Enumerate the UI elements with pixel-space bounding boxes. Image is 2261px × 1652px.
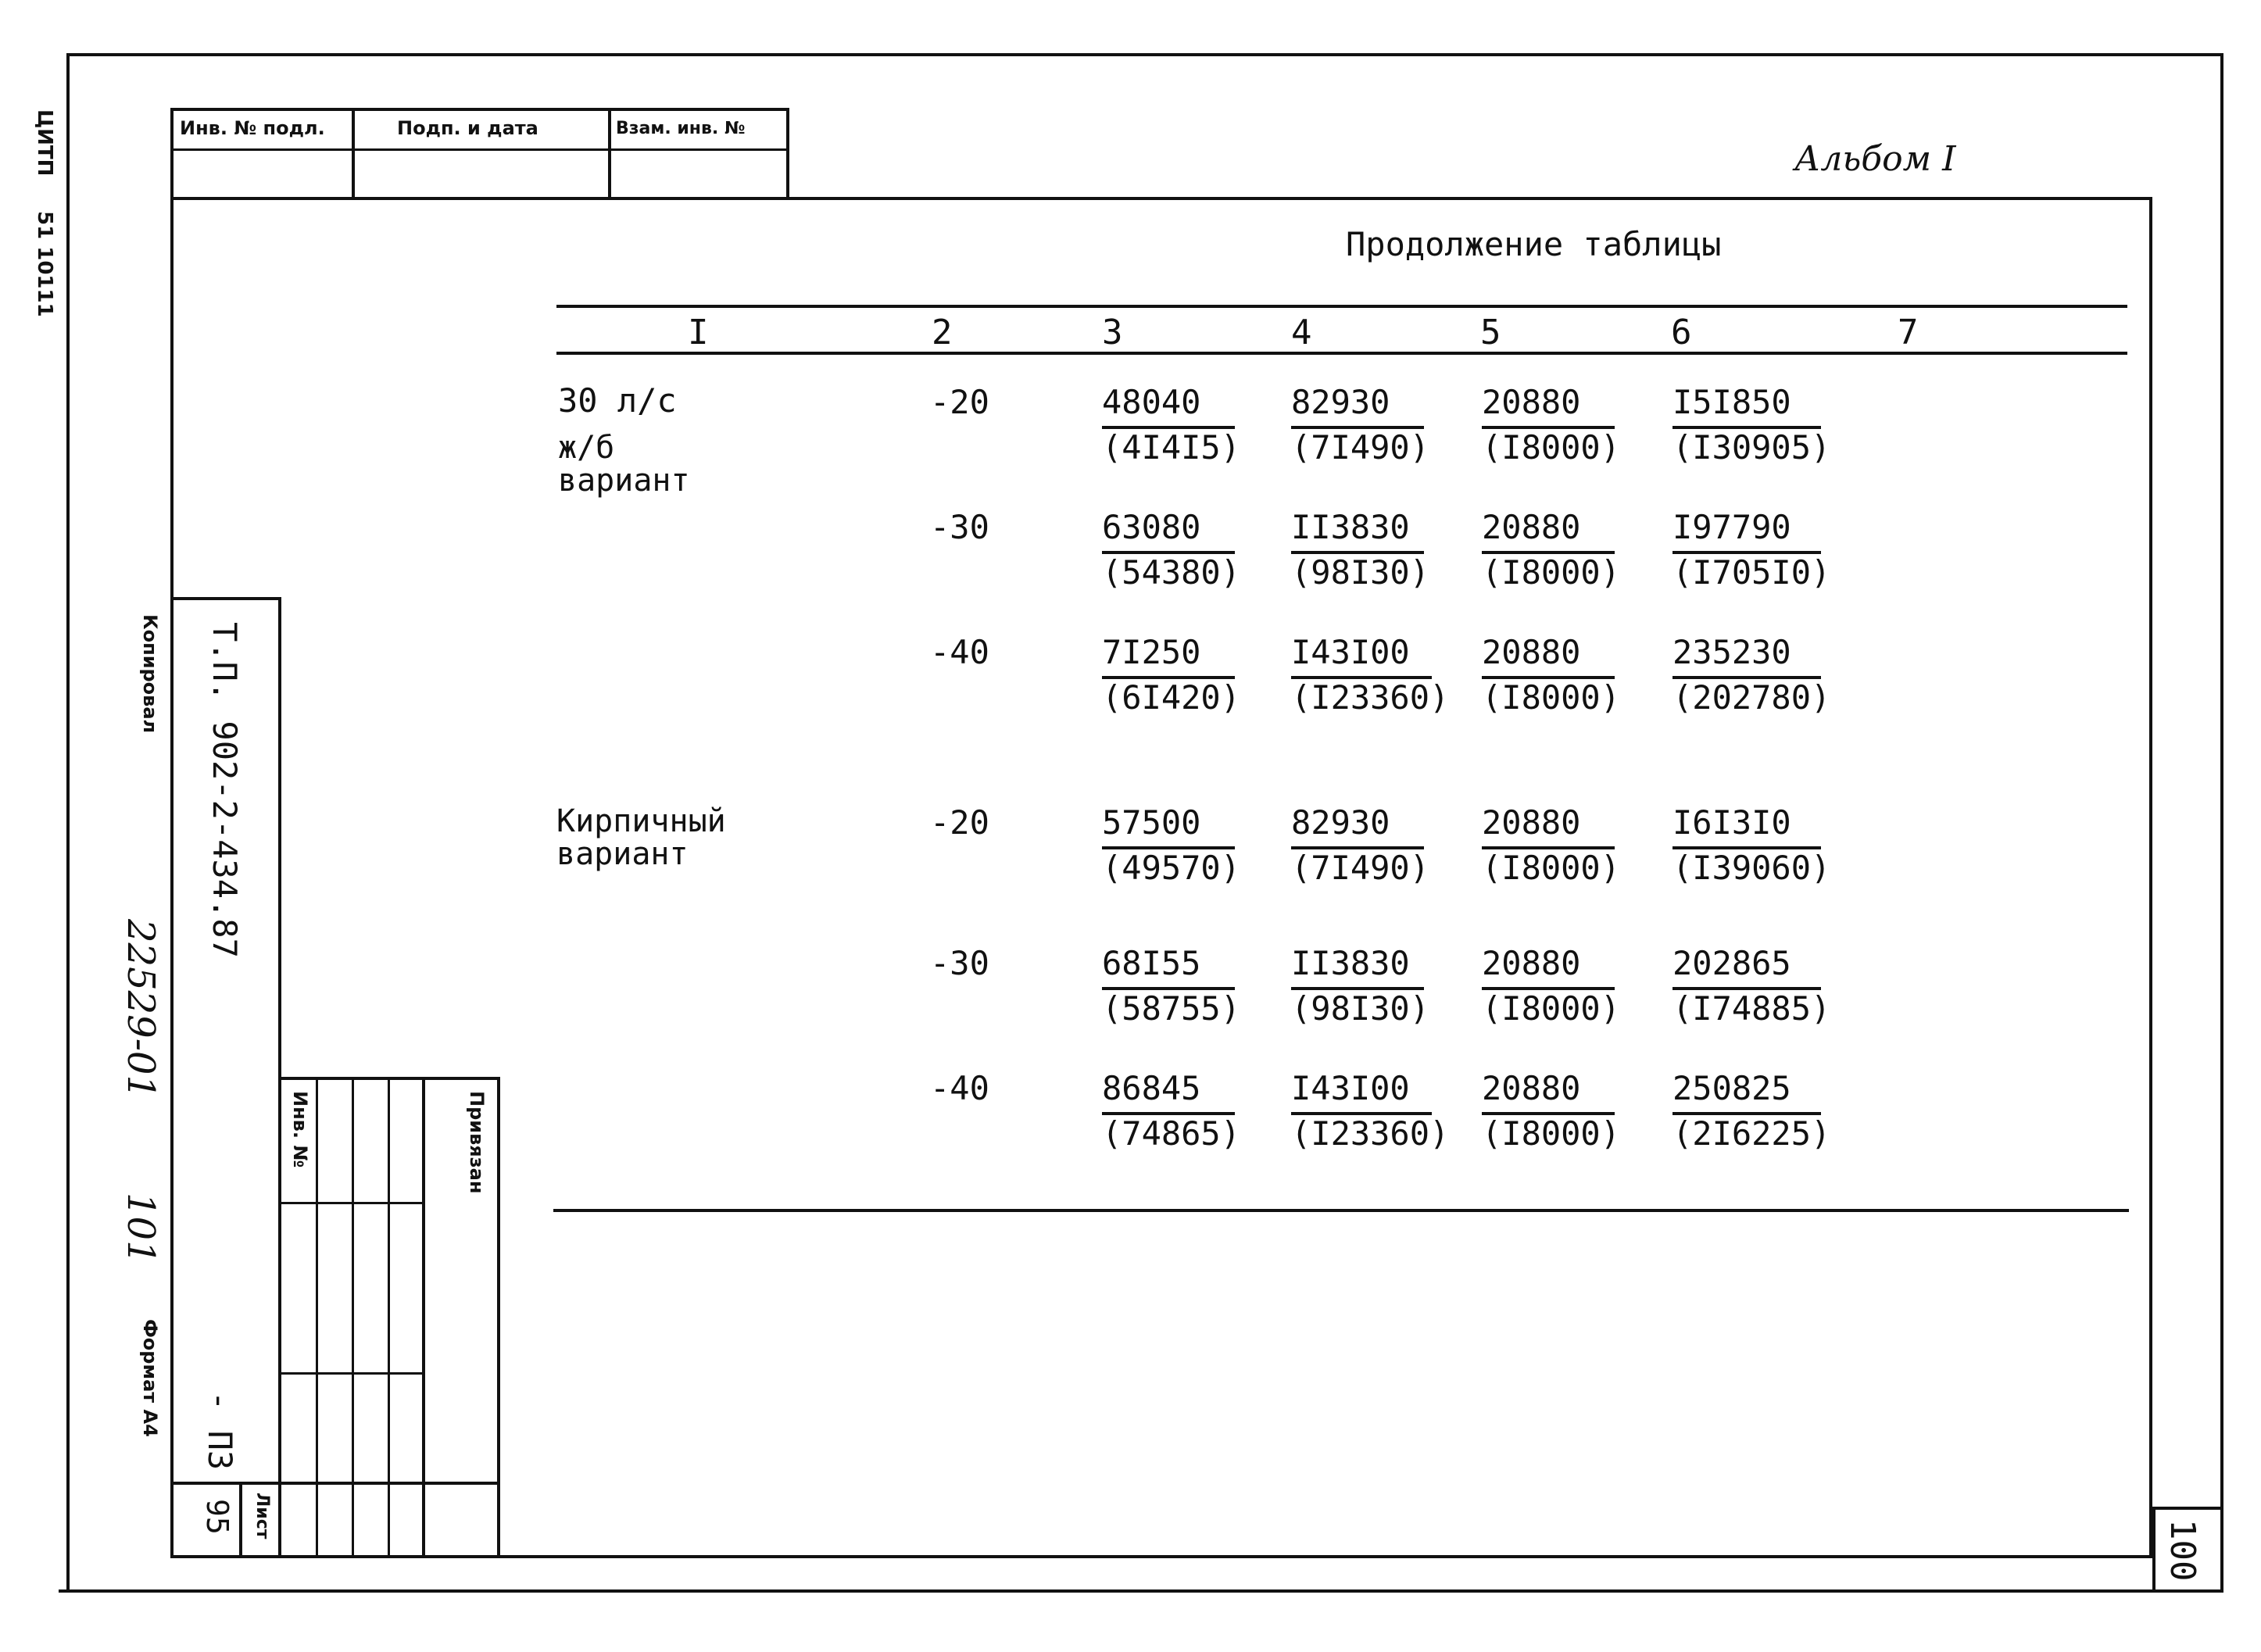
temp-value: -40 xyxy=(930,1069,989,1107)
cell-paren-value: (58755) xyxy=(1102,989,1241,1028)
temp-value: -30 xyxy=(930,508,989,546)
cell-value: 235230 xyxy=(1672,633,1821,679)
group1-label-line2: ж/б xyxy=(558,430,615,466)
col-header-4: 4 xyxy=(1291,313,1312,352)
group1-label-line1: 30 л/с xyxy=(558,381,677,420)
cell-paren-value: (54380) xyxy=(1102,553,1241,592)
temp-value: -30 xyxy=(930,944,989,982)
cell-paren-value: (2I6225) xyxy=(1672,1114,1831,1153)
cell-paren-value: (49570) xyxy=(1102,849,1241,887)
cell-paren-value: (I8000) xyxy=(1482,989,1621,1028)
cell-value: 250825 xyxy=(1672,1069,1821,1115)
cell-paren-value: (98I30) xyxy=(1291,989,1430,1028)
cell-value: I97790 xyxy=(1672,508,1821,554)
cell-value: 68I55 xyxy=(1102,944,1235,990)
stamp-sign-label: Подп. и дата xyxy=(397,117,538,139)
page-number: 100 xyxy=(2163,1519,2202,1582)
cell-paren-value: (I39060) xyxy=(1672,849,1831,887)
cell-paren-value: (I74885) xyxy=(1672,989,1831,1028)
outer-frame-left xyxy=(66,53,70,1593)
section-code: - ПЗ xyxy=(201,1391,239,1471)
col-header-6: 6 xyxy=(1671,313,1692,352)
cell-paren-value: (7I490) xyxy=(1291,428,1430,467)
col-header-5: 5 xyxy=(1480,313,1501,352)
outer-frame-bottom xyxy=(59,1589,2223,1593)
sheet-number: 95 xyxy=(200,1499,234,1535)
cell-value: 20880 xyxy=(1482,944,1615,990)
cell-value: I43I00 xyxy=(1291,633,1432,679)
cell-value: 20880 xyxy=(1482,383,1615,429)
inner-frame-right xyxy=(2149,197,2152,1558)
page-box-left xyxy=(2152,1507,2155,1593)
temp-value: -20 xyxy=(930,383,989,421)
sheet-label: Лист xyxy=(252,1493,272,1539)
cell-value: 7I250 xyxy=(1102,633,1235,679)
cell-value: 82930 xyxy=(1291,383,1424,429)
margin-number: 51 10111 xyxy=(33,211,56,317)
handwritten-order-number: 22529-01 xyxy=(119,919,163,1099)
inv-label: Инв. № xyxy=(289,1091,311,1168)
cell-value: 20880 xyxy=(1482,803,1615,849)
group2-label-line1: Кирпичный xyxy=(556,803,726,839)
cell-value: I43I00 xyxy=(1291,1069,1432,1115)
stamp-table xyxy=(170,108,789,198)
stamp-replace-label: Взам. инв. № xyxy=(616,119,746,138)
temp-value: -20 xyxy=(930,803,989,842)
album-label: Альбом I xyxy=(1794,139,1956,179)
cell-value: 57500 xyxy=(1102,803,1235,849)
group2-label-line2: вариант xyxy=(556,836,689,872)
format-label: Формат А4 xyxy=(139,1319,161,1437)
cell-value: 20880 xyxy=(1482,633,1615,679)
col-header-1: I xyxy=(688,313,709,352)
cell-paren-value: (I23360) xyxy=(1291,678,1450,717)
doc-code: Т.П. 902-2-434.87 xyxy=(206,622,244,958)
copied-label: Копировал xyxy=(139,614,161,734)
col-header-3: 3 xyxy=(1102,313,1123,352)
group1-label-line3: вариант xyxy=(558,463,690,499)
stamp-inv-label: Инв. № подл. xyxy=(180,117,325,139)
inner-frame-top xyxy=(170,197,2152,200)
cell-paren-value: (I8000) xyxy=(1482,553,1621,592)
inner-frame-left xyxy=(170,197,174,1558)
temp-value: -40 xyxy=(930,633,989,671)
cell-paren-value: (I8000) xyxy=(1482,428,1621,467)
header-rule-top xyxy=(556,305,2127,308)
cell-value: 202865 xyxy=(1672,944,1821,990)
cell-paren-value: (I705I0) xyxy=(1672,553,1831,592)
outer-frame-top xyxy=(66,53,2223,56)
table-bottom-rule xyxy=(553,1209,2129,1212)
cell-value: I5I850 xyxy=(1672,383,1821,429)
page-box-top xyxy=(2152,1507,2223,1510)
cell-value: II3830 xyxy=(1291,508,1424,554)
cell-paren-value: (I30905) xyxy=(1672,428,1831,467)
cell-paren-value: (202780) xyxy=(1672,678,1831,717)
cell-paren-value: (7I490) xyxy=(1291,849,1430,887)
cell-value: 20880 xyxy=(1482,508,1615,554)
cell-paren-value: (74865) xyxy=(1102,1114,1241,1153)
cell-paren-value: (4I4I5) xyxy=(1102,428,1241,467)
cell-paren-value: (I8000) xyxy=(1482,1114,1621,1153)
cell-value: 63080 xyxy=(1102,508,1235,554)
cell-value: 86845 xyxy=(1102,1069,1235,1115)
cell-paren-value: (I8000) xyxy=(1482,849,1621,887)
cell-paren-value: (98I30) xyxy=(1291,553,1430,592)
cell-paren-value: (I23360) xyxy=(1291,1114,1450,1153)
outer-frame-right xyxy=(2220,53,2223,1593)
cell-value: I6I3I0 xyxy=(1672,803,1821,849)
table-subtitle: Продолжение таблицы xyxy=(1346,225,1722,263)
cell-value: II3830 xyxy=(1291,944,1424,990)
cell-value: 20880 xyxy=(1482,1069,1615,1115)
margin-org-code: ЦИТП xyxy=(33,109,56,177)
cell-paren-value: (I8000) xyxy=(1482,678,1621,717)
col-header-2: 2 xyxy=(932,313,953,352)
header-rule-bottom xyxy=(556,352,2127,355)
inner-frame-bottom xyxy=(170,1555,2152,1558)
handwritten-page-number: 101 xyxy=(119,1193,163,1264)
bound-label: Привязан xyxy=(466,1091,488,1194)
cell-value: 48040 xyxy=(1102,383,1235,429)
cell-value: 82930 xyxy=(1291,803,1424,849)
cell-paren-value: (6I420) xyxy=(1102,678,1241,717)
col-header-7: 7 xyxy=(1898,313,1919,352)
